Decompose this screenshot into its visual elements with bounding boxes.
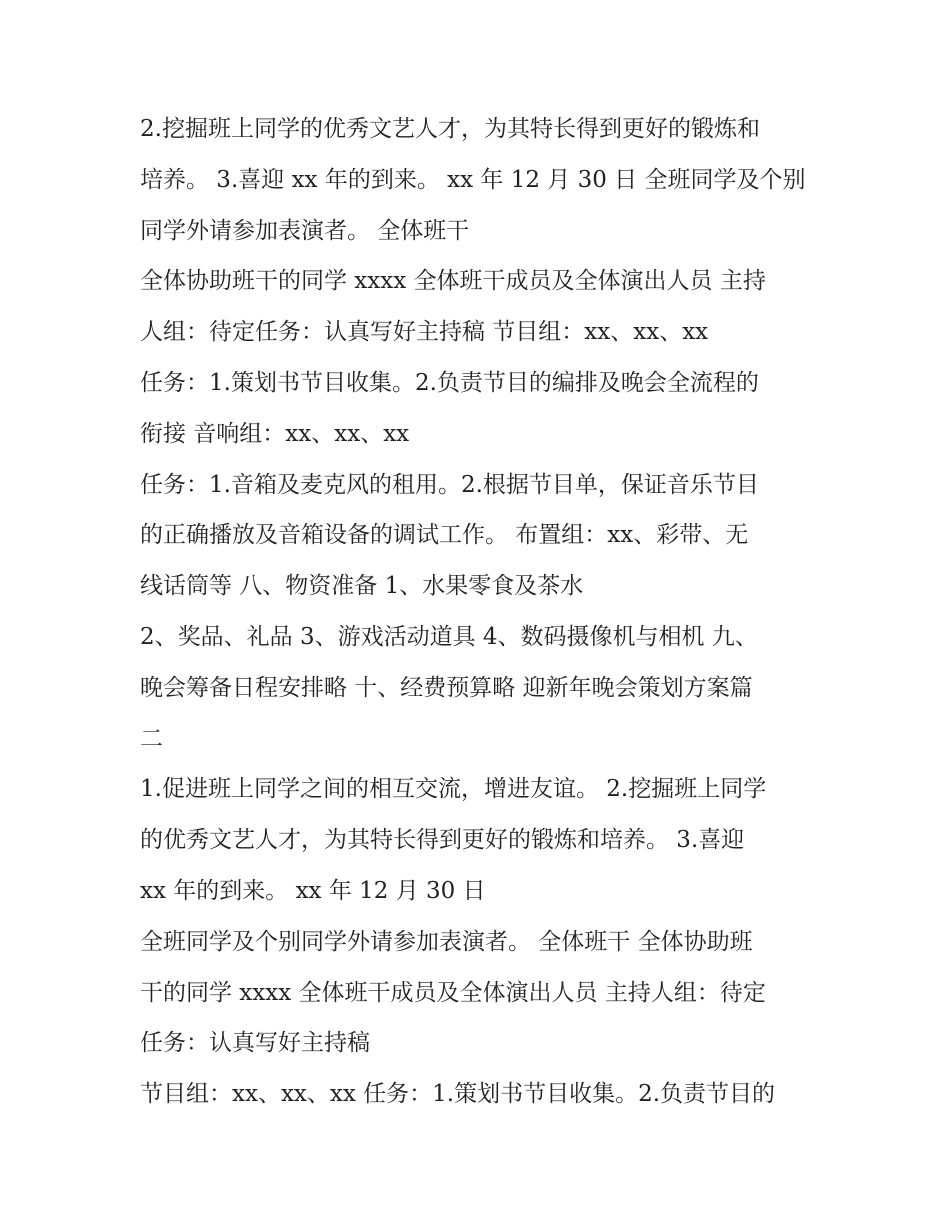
text-line: 培养。 3.喜迎 xx 年的到来。 xx 年 12 月 30 日 全班同学及个别 (140, 166, 806, 193)
text-line: 同学外请参加表演者。 全体班干 (140, 217, 470, 244)
text-line: 的优秀文艺人才，为其特长得到更好的锻炼和培养。 3.喜迎 (140, 827, 745, 854)
text-line: 线话筒等 八、物资准备 1、水果零食及茶水 (140, 573, 584, 600)
text-line: 二 (140, 725, 163, 752)
text-line: 衔接 音响组：xx、xx、xx (140, 420, 410, 447)
text-line: 节目组：xx、xx、xx 任务：1.策划书节目收集。2.负责节目的 (140, 1081, 776, 1108)
text-line: 1.促进班上同学之间的相互交流，增进友谊。 2.挖掘班上同学 (140, 776, 767, 803)
text-line: 全班同学及个别同学外请参加表演者。 全体班干 全体协助班 (140, 928, 753, 955)
text-line: 的正确播放及音箱设备的调试工作。 布置组：xx、彩带、无 (140, 522, 749, 549)
text-line: 全体协助班干的同学 xxxx 全体班干成员及全体演出人员 主持 (140, 268, 766, 295)
text-line: 晚会筹备日程安排略 十、经费预算略 迎新年晚会策划方案篇 (140, 674, 753, 701)
text-line: 干的同学 xxxx 全体班干成员及全体演出人员 主持人组：待定 (140, 979, 766, 1006)
document-body (140, 104, 820, 1120)
text-line: 任务：1.策划书节目收集。2.负责节目的编排及晚会全流程的 (140, 369, 759, 396)
text-line: 任务：认真写好主持稿 (140, 1030, 370, 1057)
text-line: 人组：待定任务：认真写好主持稿 节目组：xx、xx、xx (140, 319, 709, 346)
text-line: 2.挖掘班上同学的优秀文艺人才，为其特长得到更好的锻炼和 (140, 116, 760, 142)
text-line: 任务：1.音箱及麦克风的租用。2.根据节目单，保证音乐节目 (140, 471, 759, 498)
text-line: 2、奖品、礼品 3、游戏活动道具 4、数码摄像机与相机 九、 (140, 623, 758, 650)
text-line: xx 年的到来。 xx 年 12 月 30 日 (140, 877, 486, 904)
